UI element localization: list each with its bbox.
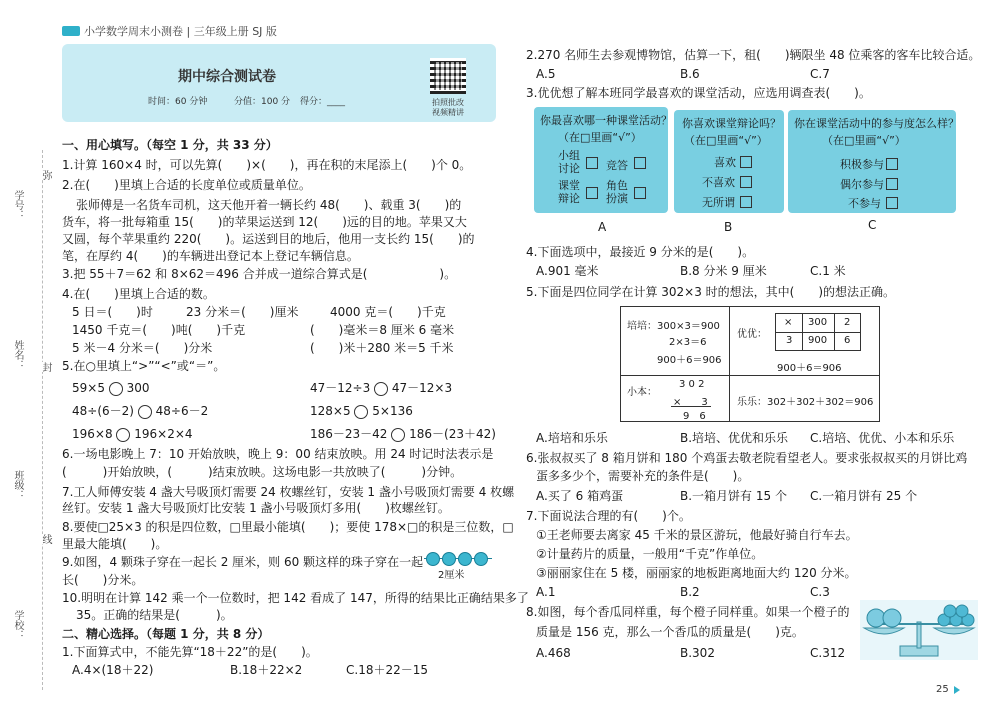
card-b-option-2: 不喜欢 — [702, 176, 735, 189]
grid-cell: 900 — [808, 335, 828, 346]
q4-item-2: 23 分米＝( )厘米 — [186, 305, 299, 319]
qr-pattern — [434, 62, 462, 90]
choice-2: 2.270 名师生去参观博物馆，估算一下，租( )辆限坐 48 位乘客的客车比较合适。 — [526, 48, 981, 62]
youyou-sum: 900＋6＝906 — [777, 363, 842, 374]
checkbox[interactable] — [586, 187, 598, 199]
choice-5-option-a[interactable]: A.培培和乐乐 — [536, 431, 608, 445]
seal-char-2: 封 — [40, 362, 51, 372]
card-c-subtitle: （在□里画“√”） — [822, 134, 906, 147]
choice-8-option-c[interactable]: C.312 — [810, 646, 846, 660]
checkbox[interactable] — [886, 197, 898, 209]
choice-8-line-1: 8.如图，每个香瓜同样重，每个橙子同样重。如果一个橙子的 — [526, 605, 850, 619]
choice-8-line-2: 质量是 156 克，那么一个香瓜的质量是( )克。 — [536, 625, 804, 639]
grid-cell: 3 — [786, 335, 793, 346]
peipei-line-3: 900＋6＝906 — [657, 355, 722, 366]
compare-circle[interactable] — [354, 405, 368, 419]
choice-7-statement-1: ①王老师要去离家 45 千米的景区游玩，他最好骑自行车去。 — [536, 528, 858, 542]
card-a-subtitle: （在□里画“√”） — [558, 131, 642, 144]
question-2-line-4: 笔，在厚约 4( )的车辆进出登记本上登记车辆信息。 — [62, 249, 359, 263]
q5-row-2b: 128×5 5×136 — [310, 404, 413, 418]
q5-row-3a: 196×8 196×2×4 — [72, 427, 193, 441]
compare-circle[interactable] — [374, 382, 388, 396]
choice-7-option-b[interactable]: B.2 — [680, 585, 700, 599]
choice-7-statement-3: ③丽丽家住在 5 楼，丽丽家的地板距离地面大约 120 分米。 — [536, 566, 857, 580]
compare-circle[interactable] — [116, 428, 130, 442]
question-7-line-2: 丝钉。安装 1 盏大号吸顶灯比安装 1 盏小号吸顶灯多用( )枚螺丝钉。 — [62, 501, 450, 515]
methods-box — [620, 306, 880, 422]
compare-circle[interactable] — [109, 382, 123, 396]
bead-icon — [442, 552, 456, 566]
choice-6-option-c[interactable]: C.一箱月饼有 25 个 — [810, 489, 918, 503]
grid-cell: × — [784, 317, 793, 328]
question-8-line-2: 里最大能填( )。 — [62, 537, 168, 551]
choice-2-option-c[interactable]: C.7 — [810, 67, 830, 81]
question-6-line-1: 6.一场电影晚上 7：10 开始放映，晚上 9：00 结束放映。用 24 时记时法表示是 — [62, 447, 494, 461]
question-9-line-2: 长( )分米。 — [62, 573, 144, 587]
balance-scale-icon — [860, 600, 978, 660]
qr-caption: 拍照批改 视频精讲 — [432, 98, 464, 117]
card-a-option-1: 小组讨论 — [558, 149, 580, 175]
youyou-grid — [775, 313, 861, 351]
lele-line: 乐乐：302＋302＋302＝906 — [737, 397, 874, 408]
card-c-option-1: 积极参与 — [840, 158, 884, 171]
choice-1: 1.下面算式中，不能先算“18＋22”的是( )。 — [62, 645, 318, 659]
choice-5-option-c[interactable]: C.培培、优优、小本和乐乐 — [810, 431, 955, 445]
q5-row-1b: 47－12÷3 47－12×3 — [310, 381, 453, 395]
choice-5-option-b[interactable]: B.培培、优优和乐乐 — [680, 431, 789, 445]
card-a-option-4: 角色扮演 — [606, 179, 628, 205]
seal-char-1: 弥 — [40, 170, 51, 180]
choice-2-option-a[interactable]: A.5 — [536, 67, 556, 81]
page-arrow-icon — [954, 686, 960, 694]
xiaoben-line-2: × 3 — [673, 397, 708, 408]
checkbox[interactable] — [586, 157, 598, 169]
choice-6-line-1: 6.张叔叔买了 8 箱月饼和 180 个鸡蛋去敬老院看望老人。要求张叔叔买的月饼比鸡 — [526, 451, 968, 465]
choice-7-statement-2: ②计量药片的质量，一般用“千克”作单位。 — [536, 547, 764, 561]
question-4: 4.在( )里填上合适的数。 — [62, 287, 215, 301]
choice-6-option-a[interactable]: A.买了 6 箱鸡蛋 — [536, 489, 624, 503]
card-a-title: 你最喜欢哪一种课堂活动？ — [540, 114, 672, 127]
choice-3: 3.优优想了解本班同学最喜欢的课堂活动，应选用调查表( )。 — [526, 86, 871, 100]
choice-7: 7.下面说法合理的有( )个。 — [526, 509, 691, 523]
q4-item-5: ( )毫米＝8 厘米 6 毫米 — [310, 323, 455, 337]
survey-card-a — [534, 107, 672, 213]
choice-8-option-b[interactable]: B.302 — [680, 646, 715, 660]
question-6-line-2: ( )开始放映，( )结束放映。这场电影一共放映了( )分钟。 — [62, 465, 463, 479]
question-5: 5.在○里填上“>”“<”或“＝”。 — [62, 359, 226, 373]
bead-icon — [458, 552, 472, 566]
peipei-line-1: 培培：300×3＝900 — [627, 321, 720, 332]
choice-2-option-b[interactable]: B.6 — [680, 67, 700, 81]
q5-row-2a: 48÷(6－2) 48÷6－2 — [72, 404, 209, 418]
peipei-line-2: 2×3＝6 — [669, 337, 707, 348]
question-8-line-1: 8.要使□25×3 的积是四位数，□里最小能填( )；要使 178×□的积是三位数，□ — [62, 520, 514, 534]
divider — [729, 307, 730, 421]
choice-6-option-b[interactable]: B.一箱月饼有 15 个 — [680, 489, 787, 503]
name-label: 姓名： — [12, 340, 23, 370]
card-a-label[interactable]: A — [598, 220, 607, 234]
grid-cell: 300 — [808, 317, 828, 328]
binding-line — [42, 150, 43, 690]
grid-cell: 2 — [844, 317, 851, 328]
checkbox[interactable] — [740, 176, 752, 188]
question-2-line-1: 张师傅是一名货车司机，这天他开着一辆长约 48( )、载重 3( )的 — [76, 198, 462, 212]
series-title: 小学数学周末小测卷 | 三年级上册 SJ 版 — [84, 25, 277, 38]
card-b-subtitle: （在□里画“√”） — [684, 134, 768, 147]
card-b-title: 你喜欢课堂辩论吗？ — [682, 117, 781, 130]
choice-7-option-a[interactable]: A.1 — [536, 585, 556, 599]
compare-circle[interactable] — [138, 405, 152, 419]
card-b-option-1: 喜欢 — [714, 156, 736, 169]
question-2: 2.在( )里填上合适的长度单位或质量单位。 — [62, 178, 311, 192]
checkbox[interactable] — [634, 187, 646, 199]
bead-icon — [474, 552, 488, 566]
question-1: 1.计算 160×4 时，可以先算( )×( )，再在积的末尾添上( )个 0。 — [62, 158, 472, 172]
card-a-option-3: 课堂辩论 — [558, 179, 580, 205]
checkbox[interactable] — [886, 178, 898, 190]
card-c-label[interactable]: C — [868, 218, 877, 232]
question-2-line-2: 货车，将一批每箱重 15( )的苹果运送到 12( )远的目的地。苹果又大 — [62, 215, 467, 229]
page-number: 25 — [936, 684, 949, 695]
checkbox[interactable] — [740, 156, 752, 168]
question-10-line-1: 10.明明在计算 142 乘一个一位数时，把 142 看成了 147，所得的结果比正确结果多了 — [62, 591, 529, 605]
survey-card-c — [788, 110, 959, 213]
brand-logo-icon — [62, 26, 80, 36]
school-label: 学校： — [12, 610, 23, 640]
choice-1-option-b[interactable]: B.18＋22×2 — [230, 663, 303, 677]
choice-5: 5.下面是四位同学在计算 302×3 时的想法，其中( )的想法正确。 — [526, 285, 896, 299]
q4-item-1: 5 日＝( )时 — [72, 305, 153, 319]
question-3: 3.把 55＋7＝62 和 8×62＝496 合并成一道综合算式是( )。 — [62, 267, 457, 281]
page-title: 期中综合测试卷 — [178, 69, 276, 85]
choice-4: 4.下面选项中，最接近 9 分米的是( )。 — [526, 245, 755, 259]
checkbox[interactable] — [634, 157, 646, 169]
question-2-line-3: 又圆，每个苹果重约 220( )。运送到目的地后，他用一支长约 15( )的 — [62, 232, 475, 246]
title-box — [62, 44, 496, 122]
section-2-heading: 二、精心选择。（每题 1 分，共 8 分） — [62, 627, 270, 641]
question-7-line-1: 7.工人师傅安装 4 盏大号吸顶灯需要 24 枚螺丝钉，安装 1 盏小号吸顶灯需要 4 枚螺 — [62, 485, 515, 499]
checkbox[interactable] — [740, 196, 752, 208]
q4-item-6: 5 米－4 分米＝( )分米 — [72, 341, 213, 355]
card-b-label[interactable]: B — [724, 220, 733, 234]
choice-1-option-a[interactable]: A.4×(18＋22) — [72, 663, 154, 677]
bead-length-label: 2厘米 — [438, 570, 465, 581]
student-no-label: 学号： — [12, 190, 23, 220]
grid-cell: 6 — [844, 335, 851, 346]
checkbox[interactable] — [886, 158, 898, 170]
time-label: 时间：60 分钟 — [148, 97, 208, 107]
q4-item-4: 1450 千克＝( )吨( )千克 — [72, 323, 246, 337]
seal-char-3: 线 — [40, 534, 51, 544]
card-c-title: 你在课堂活动中的参与度怎么样？ — [794, 117, 959, 130]
bead-icon — [426, 552, 440, 566]
q4-item-7: ( )米＋280 米＝5 千米 — [310, 341, 454, 355]
youyou-label: 优优： — [737, 329, 767, 340]
card-c-option-2: 偶尔参与 — [840, 178, 884, 191]
choice-4-option-a[interactable]: A.901 毫米 — [536, 264, 599, 278]
compare-circle[interactable] — [391, 428, 405, 442]
score-full-label: 分值：100 分 — [234, 97, 291, 107]
choice-1-option-c[interactable]: C.18＋22－15 — [346, 663, 429, 677]
card-a-option-2: 竞答 — [606, 159, 628, 172]
class-label: 班级： — [12, 470, 23, 500]
question-9-line-1: 9.如图，4 颗珠子穿在一起长 2 厘米，则 60 颗这样的珠子穿在一起 — [62, 555, 424, 569]
card-c-option-3: 不参与 — [848, 197, 881, 210]
q5-row-1a: 59×5 300 — [72, 381, 150, 395]
q5-row-3b: 186－23－42 186－(23＋42) — [310, 427, 496, 441]
card-b-option-3: 无所谓 — [702, 196, 735, 209]
survey-card-b — [674, 110, 784, 213]
choice-8-option-a[interactable]: A.468 — [536, 646, 571, 660]
xiaoben-line-3: 9 6 — [683, 411, 706, 422]
choice-7-option-c[interactable]: C.3 — [810, 585, 830, 599]
score-got-label: 得分：____ — [300, 97, 346, 107]
xiaoben-label: 小本： — [627, 387, 657, 398]
question-10-line-2: 35。正确的结果是( )。 — [76, 608, 233, 622]
choice-4-option-b[interactable]: B.8 分米 9 厘米 — [680, 264, 767, 278]
q4-item-3: 4000 克＝( )千克 — [330, 305, 446, 319]
divider — [621, 375, 879, 376]
xiaoben-line-1: 3 0 2 — [679, 379, 705, 390]
choice-6-line-2: 蛋多多少个，需要补充的条件是( )。 — [536, 469, 750, 483]
choice-4-option-c[interactable]: C.1 米 — [810, 264, 846, 278]
section-1-heading: 一、用心填写。（每空 1 分，共 33 分） — [62, 138, 278, 152]
